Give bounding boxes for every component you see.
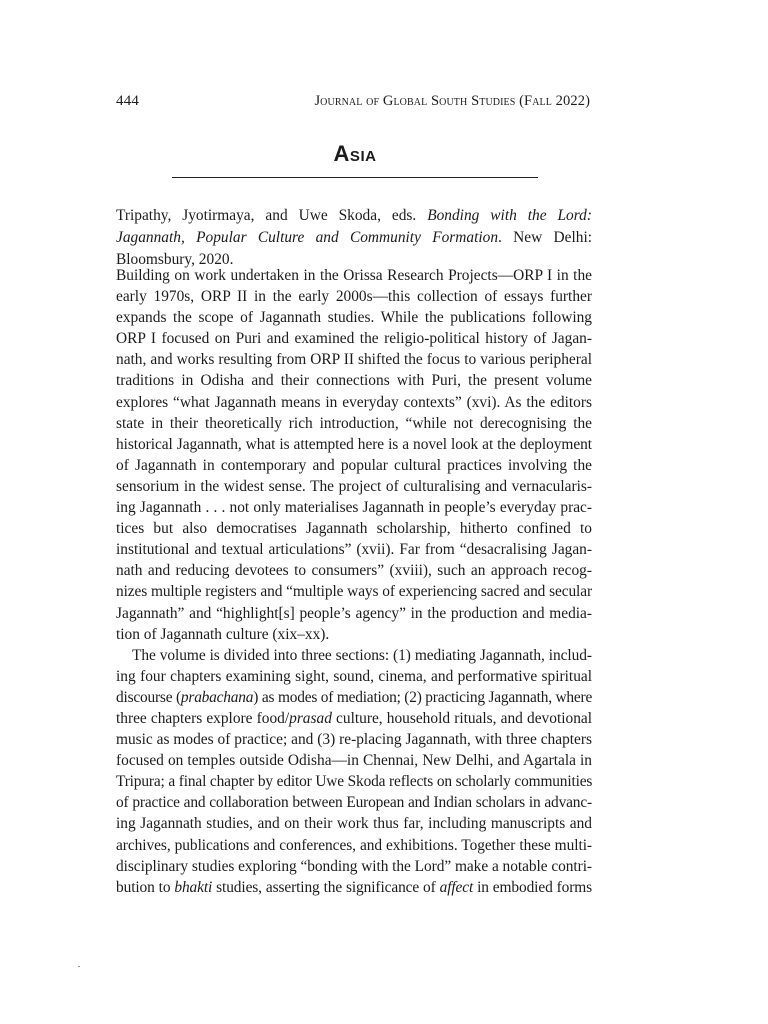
emphasized-term: affect [439,878,474,896]
text-line: institutional and textual articulations” (xvii). Far from “desacralising Jagan- [116,541,592,559]
text-line: ORP I focused on Puri and examined the religio-political history of Jagan- [116,330,592,348]
text-line: nath and reducing devotees to consumers” (xviii), such an approach recog- [116,562,592,580]
text-line: ing Jagannath . . . not only materialises Jagannath in people’s everyday prac- [116,499,592,517]
text-line: of practice and collaboration between European and Indian scholars in advanc- [116,794,592,812]
review-body [116,265,592,898]
text-line [116,877,592,898]
text-line: ing four chapters examining sight, sound, cinema, and performative spiritual [116,667,592,685]
book-citation [116,205,592,271]
page-number: 444 [116,93,140,109]
text-line: music as modes of practice; and (3) re-placing Jagannath, with three chapters [116,731,592,749]
text-line: Building on work undertaken in the Orissa Research Projects—ORP I in the [116,267,592,284]
text-line: of Jagannath in contemporary and popular cultural practices involving the [116,456,592,474]
emphasized-term: prasad [289,709,332,727]
text-line: disciplinary studies exploring “bonding with the Lord” make a notable contri- [116,857,592,875]
text-run: culture, household rituals, and devotional [331,709,592,727]
text-line: archives, publications and conferences, and exhibitions. Together these multi- [116,836,592,854]
text-run: studies, asserting the significance of [212,878,440,896]
emphasized-term: prabachana [180,688,254,706]
scan-speck [78,966,80,967]
text-line: focused on temples outside Odisha—in Chennai, New Delhi, and Agartala in [116,752,592,770]
text-line: early 1970s, ORP II in the early 2000s—this collection of essays further [116,288,592,306]
paragraph-1 [116,265,592,645]
paragraph-2 [116,645,592,898]
citation-publication: . New Delhi: Bloomsbury, 2020. [116,229,592,268]
text-line: The volume is divided into three sections: (1) mediating Jagannath, includ- [132,646,592,664]
text-run: in embodied forms [473,878,592,896]
text-line: state in their theoretically rich introduction, “while not derecognising the [116,414,592,432]
text-line: nizes multiple registers and “multiple ways of experiencing sacred and secular [116,583,592,601]
text-line: ing Jagannath studies, and on their work thus far, including manuscripts and [116,815,592,833]
emphasized-term: bhakti [174,878,213,896]
section-title: Asia [333,141,377,166]
text-line: explores “what Jagannath means in everyday contexts” (xvi). As the editors [116,393,592,411]
text-run: three chapters explore food/ [116,709,290,727]
text-line [116,708,592,729]
text-line: nath, and works resulting from ORP II shifted the focus to various peripheral [116,351,592,369]
text-line: tion of Jagannath culture (xix–xx). [116,625,330,643]
text-line: Tripura; a final chapter by editor Uwe Skoda reflects on scholarly communities [116,773,593,791]
text-run: discourse ( [116,688,181,706]
citation-book-title: Bonding with the Lord: Jagannath, Popular Culture and Community Formation [116,207,592,246]
text-line [116,687,592,708]
text-line: sensorium in the widest sense. The project of culturalising and vernacularis- [116,477,592,495]
text-line: Jagannath” and “highlight[s] people’s agency” in the production and media- [116,604,592,622]
text-line: expands the scope of Jagannath studies. While the publications following [116,309,592,327]
text-run: ) as modes of mediation; (2) practicing Jagannath, where [253,688,593,706]
text-run: bution to [116,878,175,896]
text-line: historical Jagannath, what is attempted here is a novel look at the deployment [116,435,592,453]
title-rule [172,177,538,178]
text-line: tices but also democratises Jagannath scholarship, hitherto confined to [116,520,592,538]
text-line: traditions in Odisha and their connections with Puri, the present volume [116,372,592,390]
citation-authors: Tripathy, Jyotirmaya, and Uwe Skoda, eds. [116,207,428,224]
running-header: Journal of Global South Studies (Fall 2022) [314,93,590,109]
